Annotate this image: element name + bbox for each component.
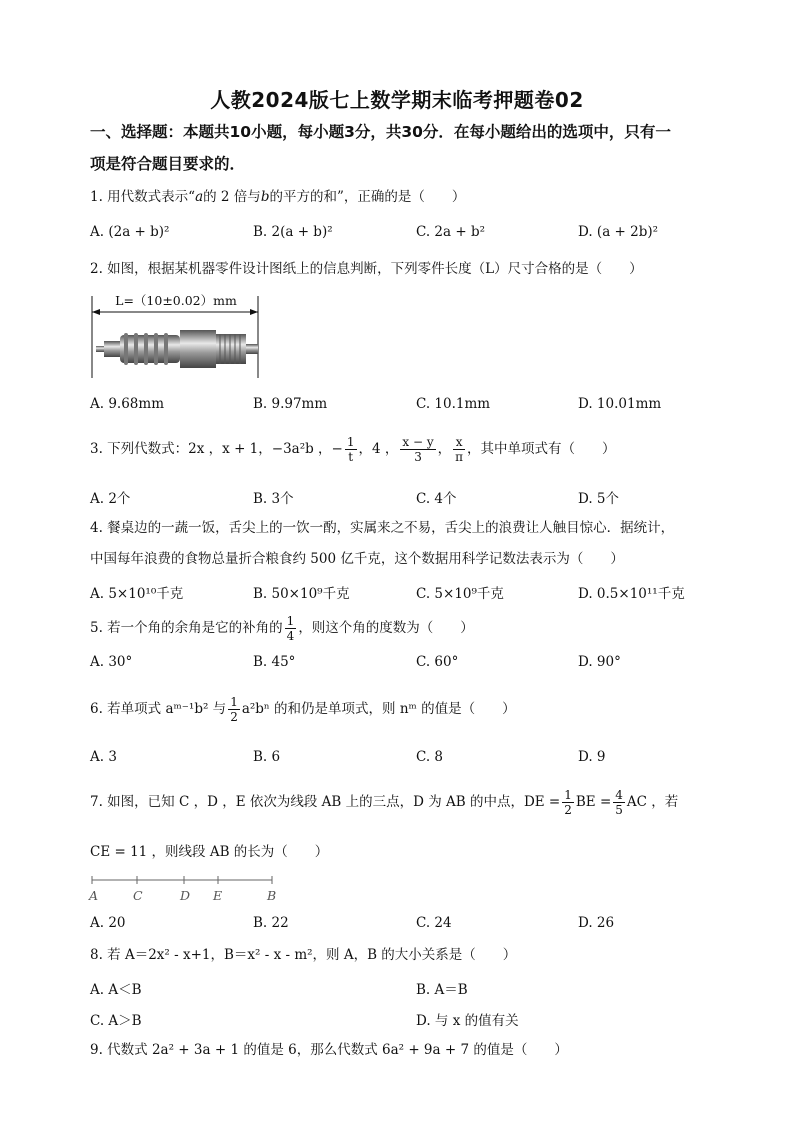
q7-option-a[interactable]: A. 20	[90, 915, 126, 931]
q3-f2-numerator: x − y	[402, 435, 434, 449]
q7-option-c[interactable]: C. 24	[416, 915, 452, 931]
question-6	[90, 688, 710, 730]
point-label-a: A	[89, 888, 99, 903]
q6-option-a[interactable]: A. 3	[90, 749, 117, 765]
q1-text-b: 的 2 倍与	[203, 189, 261, 205]
question-3	[90, 428, 710, 470]
section-heading-line2: 项是符合题目要求的．	[90, 155, 246, 173]
q3-fraction-3	[453, 435, 465, 464]
q8-option-d[interactable]: D. 与 x 的值有关	[416, 1013, 519, 1029]
q3-text-b: ，4 ，	[358, 441, 399, 457]
segment-figure	[88, 872, 278, 904]
q3-f3-numerator: x	[453, 435, 465, 450]
q3-text-a: 3. 下列代数式：2x ，x + 1，−3a²b ，−	[90, 441, 343, 457]
q2-option-b[interactable]: B. 9.97mm	[253, 396, 328, 412]
q7-option-d[interactable]: D. 26	[578, 915, 615, 931]
q5-option-a[interactable]: A. 30°	[90, 654, 133, 670]
q1-options	[90, 224, 710, 246]
q5-options	[90, 654, 710, 676]
q8-options-row1	[90, 978, 710, 1000]
q3-f1-denominator: t	[348, 450, 354, 464]
q7-f2-numerator: 4	[615, 788, 623, 802]
point-label-e: E	[213, 888, 223, 903]
figure-length-label: L=（10±0.02）mm	[115, 293, 237, 308]
q3-text-d: ，其中单项式有（ ）	[467, 441, 616, 457]
q7-f2-denominator: 5	[615, 803, 623, 817]
q8-option-a[interactable]: A. A＜B	[90, 982, 142, 998]
question-9: 9. 代数式 2a² + 3a + 1 的值是 6，那么代数式 6a² + 9a + 7 的值是（ ）	[90, 1042, 568, 1058]
q5-fraction	[285, 614, 297, 643]
q6-option-d[interactable]: D. 9	[578, 749, 606, 765]
q3-option-c[interactable]: C. 4个	[416, 491, 457, 507]
q2-option-c[interactable]: C. 10.1mm	[416, 396, 491, 412]
q4-option-a[interactable]: A. 5×10¹⁰千克	[90, 586, 184, 602]
q3-text-c: ，	[437, 441, 452, 457]
q7-options	[90, 915, 710, 937]
q4-option-d[interactable]: D. 0.5×10¹¹千克	[578, 586, 685, 602]
q7-f1-denominator: 2	[564, 803, 572, 817]
q6-numerator: 1	[230, 695, 238, 709]
q8-options-row2	[90, 1009, 710, 1031]
q1-option-a[interactable]: A. (2a + b)²	[90, 224, 170, 240]
q6-fraction	[228, 695, 240, 724]
q5-text-a: 5. 若一个角的余角是它的补角的	[90, 620, 283, 636]
q7-option-b[interactable]: B. 22	[253, 915, 289, 931]
q3-option-a[interactable]: A. 2个	[90, 491, 131, 507]
q2-options	[90, 396, 710, 418]
q6-option-b[interactable]: B. 6	[253, 749, 281, 765]
question-2: 2. 如图，根据某机器零件设计图纸上的信息判断，下列零件长度（L）尺寸合格的是（ ）	[90, 261, 643, 277]
q4-option-c[interactable]: C. 5×10⁹千克	[416, 586, 504, 602]
question-4-line1: 4. 餐桌边的一蔬一饭，舌尖上的一饮一酌，实属来之不易，舌尖上的浪费让人触目惊心．据统计，	[90, 520, 675, 536]
q5-option-c[interactable]: C. 60°	[416, 654, 459, 670]
q5-text-b: ，则这个角的度数为（ ）	[298, 620, 474, 636]
q8-option-c[interactable]: C. A＞B	[90, 1013, 142, 1029]
q5-numerator: 1	[286, 614, 295, 628]
q4-option-b[interactable]: B. 50×10⁹千克	[253, 586, 350, 602]
q1-option-d[interactable]: D. (a + 2b)²	[578, 224, 659, 240]
q7-text-c: AC ，若	[626, 794, 679, 810]
spark-plug-figure	[88, 288, 263, 380]
q6-text-a: 6. 若单项式 aᵐ⁻¹b² 与	[90, 701, 227, 717]
q1-option-c[interactable]: C. 2a + b²	[416, 224, 486, 240]
q3-f2-denominator: 3	[414, 450, 422, 464]
question-1	[90, 187, 710, 207]
q6-options	[90, 749, 710, 771]
q1-text-c: 的平方的和”，正确的是（ ）	[269, 189, 466, 205]
q7-f1-numerator: 1	[564, 788, 572, 802]
q3-f3-denominator: π	[455, 450, 464, 464]
section-heading-line1: 一、选择题：本题共10小题，每小题3分，共30分．在每小题给出的选项中，只有一	[90, 123, 671, 141]
q3-f1-numerator: 1	[346, 435, 355, 449]
question-5	[90, 608, 710, 648]
q6-option-c[interactable]: C. 8	[416, 749, 444, 765]
q6-text-b: a²bⁿ 的和仍是单项式，则 nᵐ 的值是（ ）	[241, 701, 516, 717]
q1-text-a: 1. 用代数式表示“	[90, 189, 196, 205]
question-8: 8. 若 A＝2x² - x+1，B＝x² - x - m²，则 A，B 的大小关系是（ ）	[90, 947, 517, 963]
q5-denominator: 4	[286, 629, 295, 643]
q4-options	[90, 582, 710, 604]
question-7-line1	[90, 780, 710, 824]
q3-option-b[interactable]: B. 3个	[253, 491, 294, 507]
question-4-line2: 中国每年浪费的食物总量折合粮食约 500 亿千克，这个数据用科学记数法表示为（ ）	[90, 551, 624, 567]
q3-fraction-1	[345, 435, 357, 464]
q7-fraction-1	[562, 788, 574, 817]
spark-plug-diagram	[88, 288, 263, 380]
point-label-d: D	[180, 888, 191, 903]
q7-text-b: BE =	[575, 794, 612, 810]
q1-var-b: b	[260, 189, 270, 205]
point-label-c: C	[133, 888, 143, 903]
q3-fraction-2	[400, 435, 435, 464]
segment-diagram	[88, 872, 278, 904]
q3-options	[90, 487, 710, 509]
q8-option-b[interactable]: B. A＝B	[416, 982, 468, 998]
q5-option-b[interactable]: B. 45°	[253, 654, 296, 670]
q2-option-d[interactable]: D. 10.01mm	[578, 396, 662, 412]
q5-option-d[interactable]: D. 90°	[578, 654, 621, 670]
q7-fraction-2	[613, 788, 625, 817]
q3-option-d[interactable]: D. 5个	[578, 491, 620, 507]
q1-var-a: a	[195, 189, 204, 205]
q6-denominator: 2	[230, 710, 238, 724]
q2-option-a[interactable]: A. 9.68mm	[90, 396, 164, 412]
q1-option-b[interactable]: B. 2(a + b)²	[253, 224, 333, 240]
q7-text-a: 7. 如图，已知 C ，D ，E 依次为线段 AB 上的三点，D 为 AB 的中点，DE =	[90, 794, 561, 810]
point-label-b: B	[267, 888, 277, 903]
page-title: 人教2024版七上数学期末临考押题卷02	[210, 88, 584, 112]
question-7-line2: CE = 11 ，则线段 AB 的长为（ ）	[90, 844, 329, 860]
